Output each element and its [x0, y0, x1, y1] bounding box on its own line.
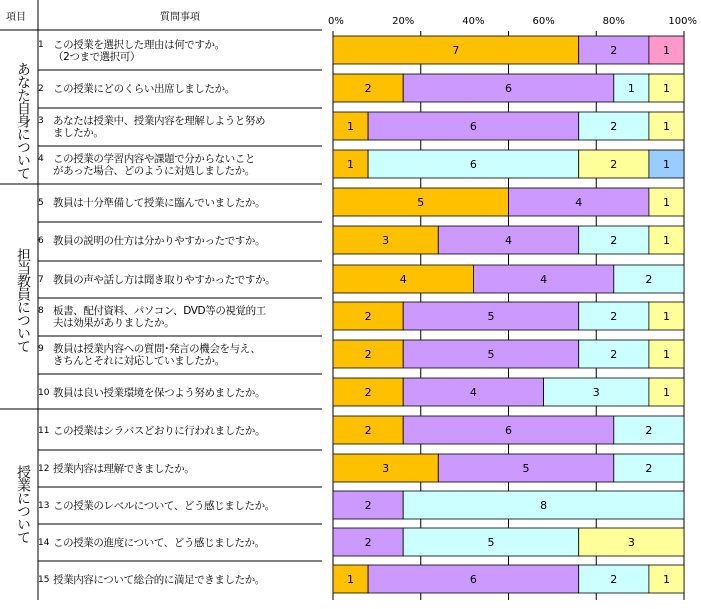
bar-value-label: 1	[347, 120, 355, 133]
question-number: 14	[38, 538, 50, 548]
category-class: 授業について	[15, 465, 31, 543]
bar-value-label: 2	[364, 386, 372, 399]
bar-value-label: 1	[662, 82, 670, 95]
question-number: 6	[38, 236, 44, 246]
bar-value-label: 2	[645, 424, 653, 437]
question-number: 12	[38, 464, 50, 474]
item-header: 項目	[6, 12, 26, 23]
bar-value-label: 2	[364, 424, 372, 437]
bar-value-label: 3	[627, 536, 635, 549]
bar-value-label: 1	[662, 310, 670, 323]
bar-value-label: 7	[452, 44, 460, 57]
category-self: あなた自身について	[15, 62, 31, 179]
bar-value-label: 2	[364, 348, 372, 361]
bar-value-label: 6	[505, 424, 512, 437]
question-number: 8	[38, 306, 44, 316]
bar-value-label: 3	[592, 386, 600, 399]
bar-value-label: 4	[575, 196, 583, 209]
bar-value-label: 5	[487, 536, 495, 549]
bar-value-label: 1	[662, 234, 670, 247]
bar-value-label: 8	[540, 499, 548, 512]
bar-value-label: 2	[610, 348, 618, 361]
category-teacher: 担当教員について	[15, 248, 31, 352]
bar-value-label: 2	[610, 234, 618, 247]
bar-value-label: 2	[364, 310, 372, 323]
bar-value-label: 5	[487, 348, 495, 361]
x-tick-label: 80%	[602, 16, 625, 27]
x-tick-label: 40%	[462, 16, 485, 27]
bar-value-label: 1	[662, 120, 670, 133]
bar-value-label: 1	[662, 348, 670, 361]
question-number: 4	[38, 154, 44, 164]
x-tick-label: 0%	[328, 16, 344, 27]
question-number: 5	[38, 198, 44, 208]
bar-value-label: 6	[469, 158, 477, 171]
bar-value-label: 5	[417, 196, 425, 209]
question-text: 教員は授業内容への質問･発言の機会を与え、 きちんとそれに対応していましたか。	[53, 343, 261, 367]
question-text: この授業の進度について、どう感じましたか。	[53, 537, 265, 549]
question-number: 2	[38, 84, 44, 94]
bar-value-label: 6	[505, 82, 512, 95]
bar-value-label: 2	[364, 82, 372, 95]
question-header: 質問事項	[160, 12, 200, 23]
question-text: 板書、配付資料、パソコン、DVD等の視覚的工 夫は効果がありましたか。	[53, 305, 266, 329]
x-axis	[328, 16, 697, 27]
question-text: 教員は十分準備して授業に臨んでいましたか。	[53, 197, 266, 209]
bar-value-label: 2	[610, 120, 618, 133]
question-text: 授業内容は理解できましたか。	[53, 463, 195, 475]
x-tick-label: 20%	[392, 16, 415, 27]
bar-value-label: 6	[469, 120, 477, 133]
bar-value-label: 4	[469, 386, 477, 399]
bar-value-label: 1	[662, 196, 670, 209]
bar-value-label: 5	[487, 310, 495, 323]
bar-value-label: 2	[364, 536, 372, 549]
bar-value-label: 2	[364, 499, 372, 512]
bar-value-label: 3	[382, 462, 390, 475]
bar-value-label: 2	[645, 462, 653, 475]
bar-value-label: 3	[382, 234, 390, 247]
bar-value-label: 4	[399, 273, 407, 286]
question-text: この授業にどのくらい出席しましたか。	[53, 83, 235, 95]
x-tick-label: 60%	[532, 16, 555, 27]
bar-value-label: 1	[347, 158, 355, 171]
bar-value-label: 2	[645, 273, 653, 286]
question-text: 授業内容について総合的に満足できましたか。	[53, 574, 265, 586]
bar-value-label: 2	[610, 44, 618, 57]
bar-value-label: 4	[540, 273, 548, 286]
question-text: 教員は良い授業環境を保つよう努めましたか。	[53, 387, 266, 399]
question-text: 教員の声や話し方は聞き取りやすかったですか。	[53, 274, 276, 286]
bar-value-label: 1	[662, 386, 670, 399]
bar-value-label: 1	[662, 158, 670, 171]
question-number: 13	[38, 501, 50, 511]
question-number: 7	[38, 275, 44, 285]
bar-value-label: 2	[610, 573, 618, 586]
question-number: 11	[38, 426, 50, 436]
bar-value-label: 2	[610, 310, 618, 323]
bar-value-label: 6	[469, 573, 477, 586]
question-number: 1	[38, 40, 44, 50]
question-number: 15	[38, 575, 50, 585]
question-number: 9	[38, 344, 44, 354]
question-number: 10	[38, 388, 50, 398]
question-number: 3	[38, 116, 44, 126]
question-text: この授業はシラバスどおりに行われましたか。	[53, 425, 266, 437]
bar-value-label: 1	[662, 44, 670, 57]
bar-value-label: 1	[627, 82, 635, 95]
question-text: 教員の説明の仕方は分かりやすかったですか。	[53, 235, 266, 247]
bars	[333, 36, 684, 593]
x-tick-label: 100%	[668, 16, 697, 27]
question-text: この授業を選択した理由は何ですか。 （2つまで選択可）	[53, 39, 225, 63]
question-text: この授業の学習内容や課題で分からないこと があった場合、どのように対処しましたか。	[53, 153, 255, 177]
bar-value-label: 2	[610, 158, 618, 171]
bar-value-label: 5	[522, 462, 530, 475]
bar-value-label: 1	[662, 573, 670, 586]
bar-value-label: 1	[347, 573, 355, 586]
bar-value-label: 4	[505, 234, 512, 247]
question-text: この授業のレベルについて、どう感じましたか。	[53, 500, 275, 512]
question-text: あなたは授業中、授業内容を理解しようと努め ましたか。	[53, 115, 266, 139]
